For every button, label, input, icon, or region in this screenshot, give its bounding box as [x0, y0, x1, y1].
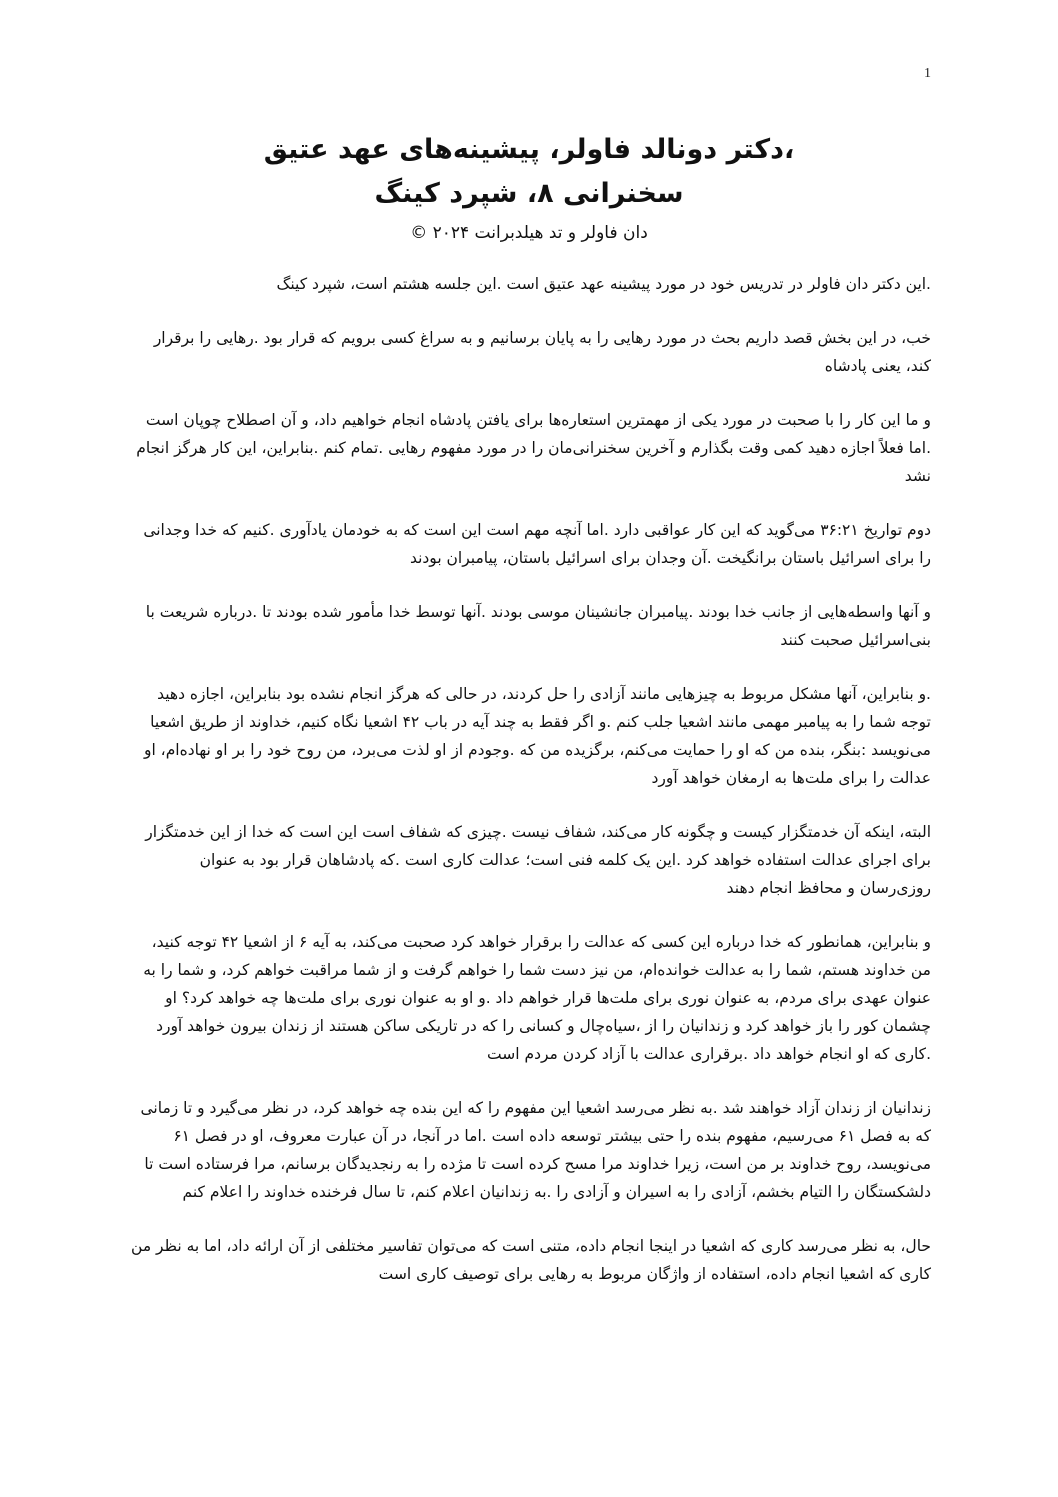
- paragraph-4: دوم تواریخ ۳۶:۲۱ می‌گوید که این کار عواقبی دارد .اما آنچه مهم است این است که به خودمان یادآوری .کنیم که خدا وجدانی را برای اسرائیل باستان برانگیخت .آن وجدان برای اسرائیل باستان، پیامبران بودند: [143, 521, 931, 567]
- document-body: [127, 270, 931, 1314]
- document-title-line-1: ،دکتر دونالد فاولر، پیشینه‌های عهد عتیق: [263, 134, 795, 165]
- paragraph-3: و ما این کار را با صحبت در مورد یکی از مهمترین استعاره‌ها برای یافتن پادشاه انجام خواهیم داد، و آن اصطلاح چوپان است .اما فعلاً اجازه دهید کمی وقت بگذارم و آخرین سخنرانی‌مان را در مورد مفهوم رهایی .تمام کنم .بنابراین، این کار هرگز انجام نشد: [136, 411, 931, 485]
- document-header: [0, 128, 1058, 248]
- paragraph-9: زندانیان از زندان آزاد خواهند شد .به نظر می‌رسد اشعیا این مفهوم را که این بنده چه خواهد کرد، در نظر می‌گیرد و تا زمانی که به فصل ۶۱ می‌رسیم، مفهوم بنده را حتی بیشتر توسعه داده است .اما در آنجا، در آن عبارت معروف، او در فصل ۶۱ می‌نویسد، روح خداوند بر من است، زیرا خداوند مرا مسح کرده است تا مژده را به رنجدیدگان برسانم، مرا فرستاده است تا دلشکستگان را التیام بخشم، آزادی را به اسیران و آزادی را .به زندانیان اعلام کنم، تا سال فرخنده خداوند را اعلام کنم: [140, 1099, 931, 1201]
- paragraph-5: و آنها واسطه‌هایی از جانب خدا بودند .پیامبران جانشینان موسی بودند .آنها توسط خدا مأمور شده بودند تا .درباره شریعت با بنی‌اسرائیل صحبت کنند: [145, 603, 931, 649]
- paragraph-10: حال، به نظر می‌رسد کاری که اشعیا در اینجا انجام داده، متنی است که می‌توان تفاسیر مختلفی از آن ارائه داد، اما به نظر من کاری که اشعیا انجام داده، استفاده از واژگان مربوط به رهایی برای توصیف کاری است: [131, 1237, 931, 1283]
- copyright-line: دان فاولر و تد هیلدبرانت ۲۰۲۴ ©: [410, 223, 648, 243]
- paragraph-6: .و بنابراین، آنها مشکل مربوط به چیزهایی مانند آزادی را حل کردند، در حالی که هرگز انجام نشده بود بنابراین، اجازه دهید توجه شما را به پیامبر مهمی مانند اشعیا جلب کنم .و اگر فقط به چند آیه در باب ۴۲ اشعیا نگاه کنیم، خداوند از طریق اشعیا می‌نویسد :بنگر، بنده من که او را حمایت می‌کنم، برگزیده من که .وجودم از او لذت می‌برد، من روح خود را بر او نهاده‌ام، او عدالت را برای ملت‌ها به ارمغان خواهد آورد: [143, 685, 931, 787]
- paragraph-7: البته، اینکه آن خدمتگزار کیست و چگونه کار می‌کند، شفاف نیست .چیزی که شفاف است این است که خدا از این خدمتگزار برای اجرای عدالت استفاده خواهد کرد .این یک کلمه فنی است؛ عدالت کاری است .که پادشاهان قرار بود به عنوان روزی‌رسان و محافظ انجام دهند: [145, 823, 931, 897]
- paragraph-2: خب، در این بخش قصد داریم بحث در مورد رهایی را به پایان برسانیم و به سراغ کسی برویم که قرار بود .رهایی را برقرار کند، یعنی پادشاه: [153, 329, 931, 375]
- paragraph-1: .این دکتر دان فاولر در تدریس خود در مورد پیشینه عهد عتیق است .این جلسه هشتم است، شپرد کینگ: [276, 275, 931, 293]
- page-number: 1: [924, 66, 931, 81]
- paragraph-8: و بنابراین، همانطور که خدا درباره این کسی که عدالت را برقرار خواهد کرد صحبت می‌کند، به آیه ۶ از اشعیا ۴۲ توجه کنید، من خداوند هستم، شما را به عدالت خوانده‌ام، من نیز دست شما را خواهم گرفت و از شما مراقبت خواهم کرد، و شما را به عنوان عهدی برای مردم، به عنوان نوری برای ملت‌ها قرار خواهم داد .و او به عنوان نوری برای ملت‌ها چه خواهد کرد؟ او چشمان کور را باز خواهد کرد و زندانیان را از ،سیاه‌چال و کسانی را که در تاریکی ساکن هستند از زندان بیرون خواهد آورد .کاری که او انجام خواهد داد .برقراری عدالت با آزاد کردن مردم است: [143, 933, 931, 1063]
- document-title-line-2: سخنرانی ۸، شپرد کینگ: [374, 178, 684, 209]
